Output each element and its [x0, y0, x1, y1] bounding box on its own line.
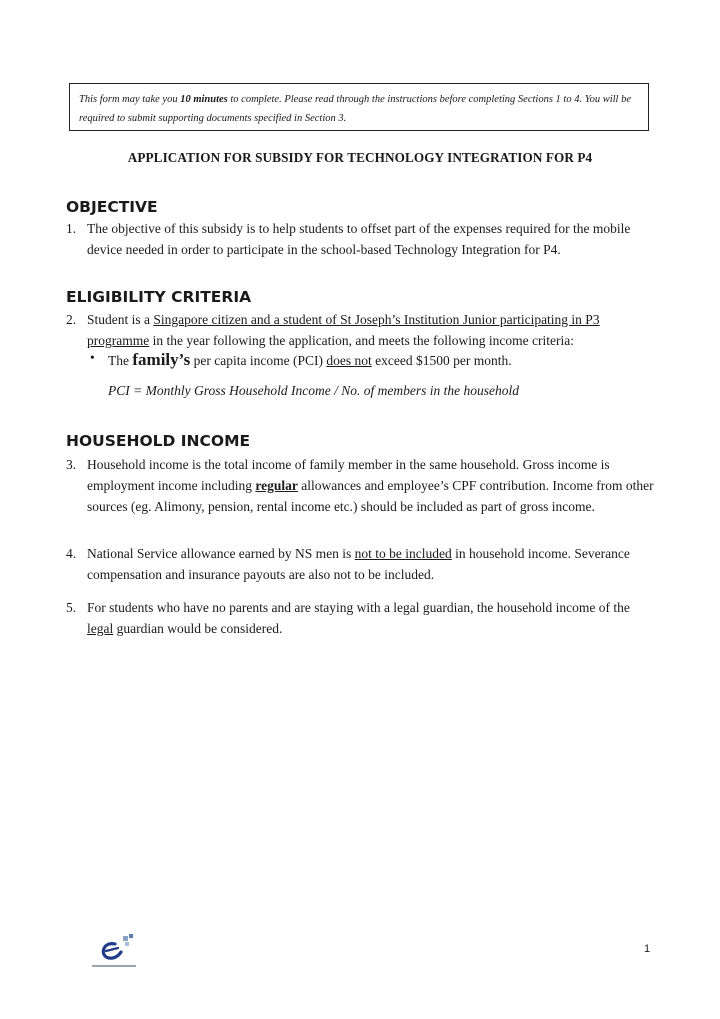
- objective-heading: OBJECTIVE: [66, 198, 158, 216]
- bullet-text-1: The: [108, 353, 133, 368]
- page-number: 1: [644, 943, 651, 955]
- item-number: 1.: [66, 221, 77, 236]
- notice-duration: 10 minutes: [180, 94, 228, 105]
- bullet-icon: •: [90, 350, 95, 365]
- item3-regular: regular: [255, 478, 298, 493]
- item3-text-2: allowances and employee’s CPF contribution. Income from other sources (eg. Alimony, pension, rental income etc.) should be included as part of gross income.: [87, 478, 654, 514]
- item-number: 4.: [66, 546, 77, 561]
- item4-text-1: National Service allowance earned by NS men is: [87, 546, 355, 561]
- household-item-5: [66, 597, 656, 639]
- bullet-family: family’s: [132, 350, 191, 369]
- item5-text-1: For students who have no parents and are staying with a legal guardian, the household income of the: [87, 600, 630, 615]
- eligibility-heading: ELIGIBILITY CRITERIA: [66, 288, 252, 306]
- eligibility-item: [66, 309, 656, 351]
- school-logo-icon: [87, 932, 142, 972]
- objective-item: [66, 218, 656, 260]
- eligibility-text-1: Student is a: [87, 312, 154, 327]
- household-item-4: [66, 543, 656, 585]
- page-title: APPLICATION FOR SUBSIDY FOR TECHNOLOGY INTEGRATION FOR P4: [127, 150, 593, 165]
- income-criteria-bullet: [90, 350, 512, 370]
- item4-not-included: not to be included: [354, 546, 452, 561]
- eligibility-requirement: Singapore citizen and a student of St Joseph’s Institution Junior participating in P3 programme: [87, 312, 600, 348]
- bullet-text-3: exceed $1500 per month.: [371, 353, 512, 368]
- item-number: 3.: [66, 457, 77, 472]
- notice-box: [69, 83, 649, 131]
- eligibility-text-2: in the year following the application, and meets the following income criteria:: [149, 333, 574, 348]
- household-heading: HOUSEHOLD INCOME: [66, 432, 251, 450]
- item-number: 5.: [66, 600, 77, 615]
- item5-legal: legal: [87, 621, 114, 636]
- item4-text-2: in household income. Severance compensation and insurance payouts are also not to be included.: [87, 546, 630, 582]
- item3-text-1: Household income is the total income of family member in the same household. Gross income is employment income including: [87, 457, 610, 493]
- item5-text-2: guardian would be considered.: [113, 621, 283, 636]
- notice-text-2: to complete. Please read through the instructions before completing Sections 1 to 4. You will be required to submit supporting documents specified in Section 3.: [79, 94, 631, 124]
- pci-formula: PCI = Monthly Gross Household Income / No. of members in the household: [108, 383, 519, 398]
- bullet-does-not: does not: [326, 353, 372, 368]
- household-item-3: [66, 454, 656, 517]
- bullet-text-2: per capita income (PCI): [190, 353, 327, 368]
- item-number: 2.: [66, 312, 77, 327]
- notice-text-1: This form may take you: [79, 94, 181, 105]
- objective-text: The objective of this subsidy is to help students to offset part of the expenses required for the mobile device needed in order to participate in the school-based Technology Integration for P4.: [87, 221, 631, 257]
